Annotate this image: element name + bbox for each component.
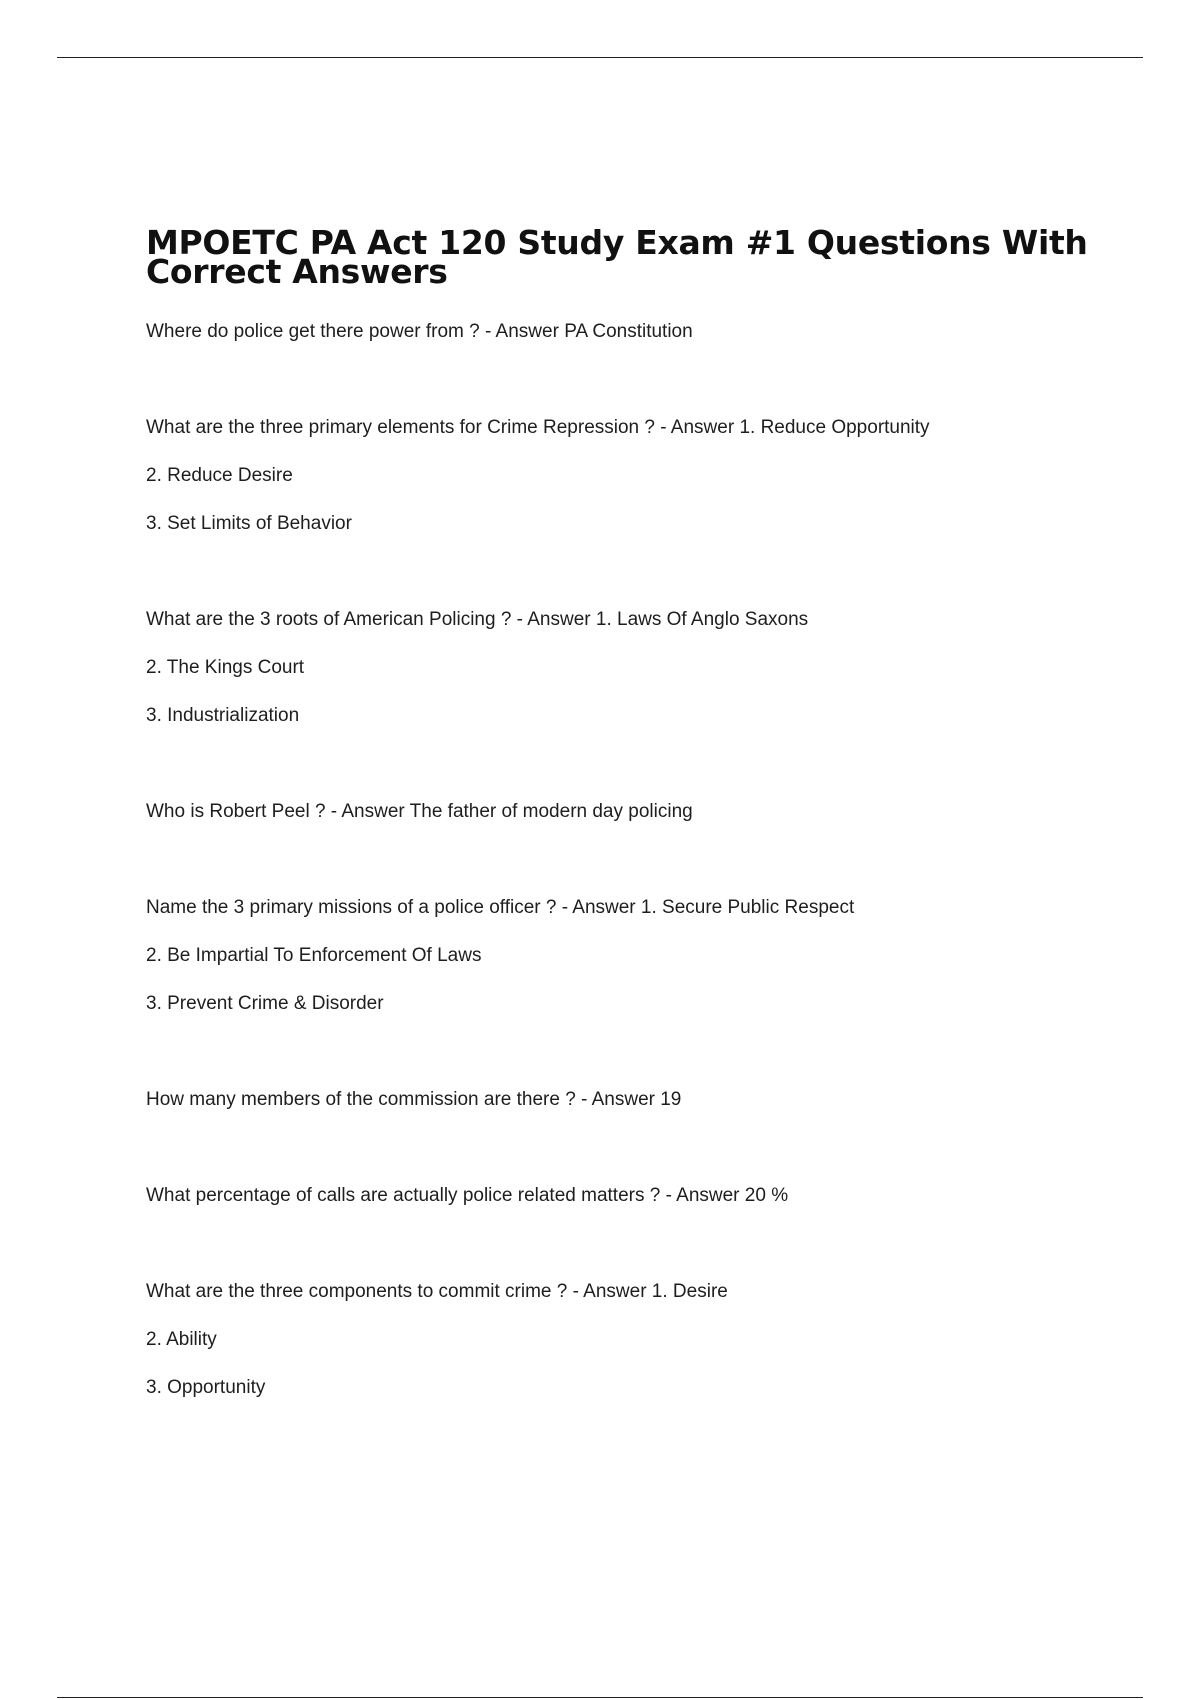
qa-list bbox=[146, 308, 1106, 1412]
question-line: What are the 3 roots of American Policing ? - Answer 1. Laws Of Anglo Saxons bbox=[146, 609, 809, 630]
answer-line: 2. The Kings Court bbox=[146, 657, 305, 678]
document-body bbox=[146, 223, 1106, 1460]
qa-item bbox=[146, 884, 1106, 1028]
qa-item bbox=[146, 308, 1106, 356]
question-line: Name the 3 primary missions of a police officer ? - Answer 1. Secure Public Respect bbox=[146, 897, 855, 918]
answer-line: 2. Ability bbox=[146, 1329, 217, 1350]
question-line: Who is Robert Peel ? - Answer The father of modern day policing bbox=[146, 801, 693, 822]
answer-line: 2. Reduce Desire bbox=[146, 465, 293, 486]
answer-line: 2. Be Impartial To Enforcement Of Laws bbox=[146, 945, 482, 966]
qa-item bbox=[146, 1172, 1106, 1220]
document-title: MPOETC PA Act 120 Study Exam #1 Questions With Correct Answers bbox=[146, 223, 1088, 291]
question-line: Where do police get there power from ? - Answer PA Constitution bbox=[146, 321, 693, 342]
answer-line: 3. Industrialization bbox=[146, 705, 300, 726]
qa-item bbox=[146, 788, 1106, 836]
top-rule bbox=[57, 57, 1143, 58]
question-line: How many members of the commission are there ? - Answer 19 bbox=[146, 1089, 682, 1110]
qa-item bbox=[146, 596, 1106, 740]
answer-line: 3. Opportunity bbox=[146, 1377, 266, 1398]
question-line: What are the three primary elements for Crime Repression ? - Answer 1. Reduce Opportunity bbox=[146, 417, 930, 438]
answer-line: 3. Prevent Crime & Disorder bbox=[146, 993, 384, 1014]
answer-line: 3. Set Limits of Behavior bbox=[146, 513, 352, 534]
question-line: What percentage of calls are actually police related matters ? - Answer 20 % bbox=[146, 1185, 789, 1206]
qa-item bbox=[146, 1268, 1106, 1412]
qa-item bbox=[146, 404, 1106, 548]
bottom-rule bbox=[57, 1697, 1143, 1698]
qa-item bbox=[146, 1076, 1106, 1124]
question-line: What are the three components to commit crime ? - Answer 1. Desire bbox=[146, 1281, 728, 1302]
